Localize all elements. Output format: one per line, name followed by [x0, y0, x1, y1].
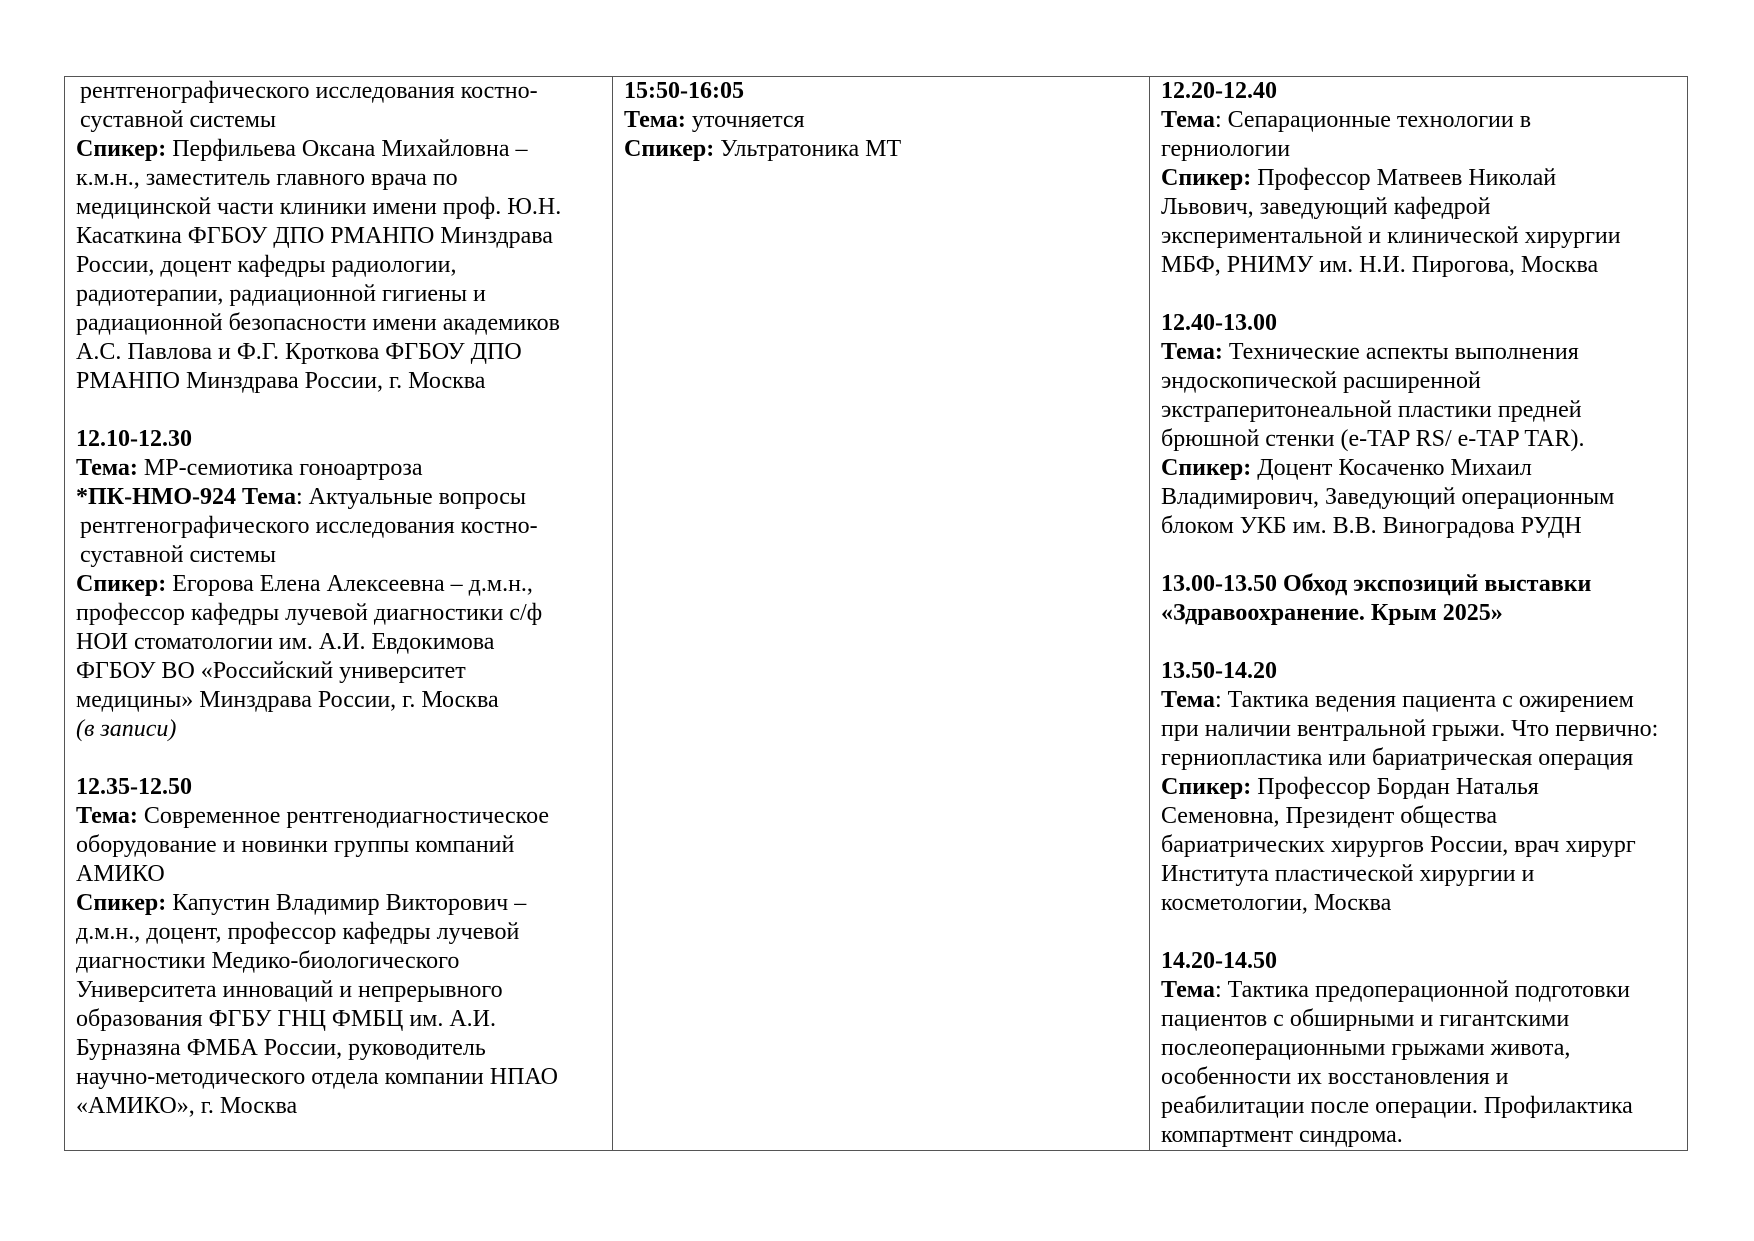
speaker-text: Ультратоника МТ [714, 136, 902, 162]
speaker-line: образования ФГБУ ГНЦ ФМБЦ им. А.И. [76, 1006, 497, 1032]
theme-text: : Сепарационные технологии в [1214, 107, 1532, 133]
theme-line: оборудование и новинки группы компаний [76, 832, 515, 858]
theme-text: : Тактика ведения пациента с ожирением [1214, 687, 1634, 713]
speaker-line: НОИ стоматологии им. А.И. Евдокимова [76, 629, 495, 655]
speaker-line: диагностики Медико-биологического [76, 948, 460, 974]
speaker-line: Владимирович, Заведующий операционным [1161, 484, 1615, 510]
session-time: 13.50-14.20 [1161, 658, 1277, 684]
speaker-line: Бурназяна ФМБА России, руководитель [76, 1035, 486, 1061]
nmo-code-text: : Актуальные вопросы [295, 484, 526, 510]
session-14-20 [1161, 947, 1679, 1150]
theme-line: особенности их восстановления и [1161, 1064, 1509, 1090]
theme-line: герниопластика или бариатрическая операция [1161, 745, 1634, 771]
speaker-label: Спикер: [76, 890, 167, 916]
theme-line: суставной системы [80, 542, 277, 568]
speaker-line: бариатрических хирургов России, врач хирург [1161, 832, 1636, 858]
speaker-line: косметологии, Москва [1161, 890, 1392, 916]
theme-line: послеоперационными грыжами живота, [1161, 1035, 1571, 1061]
session-13-50 [1161, 657, 1679, 918]
speaker-line: МБФ, РНИМУ им. Н.И. Пирогова, Москва [1161, 252, 1599, 278]
speaker-text: Доцент Косаченко Михаил [1251, 455, 1532, 481]
theme-line: АМИКО [76, 861, 165, 887]
session-time: 12.35-12.50 [76, 774, 192, 800]
speaker-line: России, доцент кафедры радиологии, [76, 252, 457, 278]
theme-line: экстраперитонеальной пластики предней [1161, 397, 1582, 423]
speaker-label: Спикер: [1161, 455, 1252, 481]
speaker-line: Семеновна, Президент общества [1161, 803, 1498, 829]
theme-label: Тема: [76, 803, 138, 829]
exhibition-line: «Здравоохранение. Крым 2025» [1161, 600, 1503, 626]
session-time: 14.20-14.50 [1161, 948, 1277, 974]
session-time: 12.20-12.40 [1161, 78, 1277, 104]
session-12-10 [76, 425, 604, 744]
theme-line: эндоскопической расширенной [1161, 368, 1481, 394]
speaker-label: Спикер: [1161, 774, 1252, 800]
speaker-line: к.м.н., заместитель главного врача по [76, 165, 458, 191]
theme-line: герниологии [1161, 136, 1291, 162]
speaker-label: Спикер: [1161, 165, 1252, 191]
theme-line: брюшной стенки (e-TAP RS/ e-TAP TAR). [1161, 426, 1585, 452]
program-row [65, 77, 1688, 1151]
speaker-line: научно-методического отдела компании НПАО [76, 1064, 558, 1090]
theme-text: МР-семиотика гоноартроза [137, 455, 423, 481]
theme-label: Тема [1161, 977, 1215, 1003]
speaker-line: экспериментальной и клинической хирургии [1161, 223, 1621, 249]
speaker-line: блоком УКБ им. В.В. Виноградова РУДН [1161, 513, 1582, 539]
speaker-line: Института пластической хирургии и [1161, 861, 1535, 887]
theme-label: Тема [1161, 107, 1215, 133]
nmo-code-label: *ПК-НМО-924 Тема [76, 484, 296, 510]
speaker-line: Львович, заведующий кафедрой [1161, 194, 1491, 220]
intro-topic-line: рентгенографического исследования костно- [80, 78, 538, 104]
theme-line: пациентов с обширными и гигантскими [1161, 1006, 1570, 1032]
speaker-line: д.м.н., доцент, профессор кафедры лучевой [76, 919, 520, 945]
intro-speaker [76, 135, 604, 396]
exhibition-line: 13.00-13.50 Обход экспозиций выставки [1161, 571, 1592, 597]
speaker-text: Профессор Матвеев Николай [1251, 165, 1557, 191]
program-table [64, 76, 1688, 1151]
theme-text: : Тактика предоперационной подготовки [1214, 977, 1631, 1003]
exhibition-break [1161, 570, 1679, 628]
theme-line: компартмент синдрома. [1161, 1122, 1403, 1148]
theme-label: Тема: [76, 455, 138, 481]
speaker-line: радиационной безопасности имени академиков [76, 310, 560, 336]
theme-line: рентгенографического исследования костно- [80, 513, 538, 539]
speaker-line: ФГБОУ ВО «Российский университет [76, 658, 466, 684]
speaker-line: радиотерапии, радиационной гигиены и [76, 281, 486, 307]
theme-line: при наличии вентральной грыжи. Что первично: [1161, 716, 1659, 742]
speaker-line: медицины» Минздрава России, г. Москва [76, 687, 499, 713]
speaker-line: медицинской части клиники имени проф. Ю.Н. [76, 194, 562, 220]
speaker-line: А.С. Павлова и Ф.Г. Кроткова ФГБОУ ДПО [76, 339, 522, 365]
speaker-label: Спикер: [76, 571, 167, 597]
speaker-text: Капустин Владимир Викторович – [166, 890, 527, 916]
speaker-line: Касаткина ФГБОУ ДПО РМАНПО Минздрава [76, 223, 553, 249]
speaker-text: Перфильева Оксана Михайловна – [166, 136, 528, 162]
intro-session [76, 77, 604, 135]
speaker-label: Спикер: [624, 136, 715, 162]
column-1-cell [65, 77, 613, 1151]
session-12-20 [1161, 77, 1679, 280]
theme-label: Тема: [1161, 339, 1223, 365]
recording-note: (в записи) [76, 716, 177, 742]
column-3-cell [1150, 77, 1688, 1151]
theme-label: Тема: [624, 107, 686, 133]
speaker-text: Профессор Бордан Наталья [1251, 774, 1539, 800]
speaker-line: профессор кафедры лучевой диагностики с/ф [76, 600, 543, 626]
session-time: 12.40-13.00 [1161, 310, 1277, 336]
session-15-50 [624, 77, 1141, 164]
speaker-text: Егорова Елена Алексеевна – д.м.н., [166, 571, 533, 597]
theme-text: Современное рентгенодиагностическое [137, 803, 550, 829]
speaker-line: Университета инноваций и непрерывного [76, 977, 503, 1003]
theme-line: реабилитации после операции. Профилактика [1161, 1093, 1633, 1119]
session-time: 15:50-16:05 [624, 78, 744, 104]
intro-topic-line: суставной системы [80, 107, 277, 133]
speaker-line: РМАНПО Минздрава России, г. Москва [76, 368, 486, 394]
theme-text: уточняется [685, 107, 805, 133]
speaker-label: Спикер: [76, 136, 167, 162]
speaker-line: «АМИКО», г. Москва [76, 1093, 298, 1119]
theme-label: Тема [1161, 687, 1215, 713]
session-time: 12.10-12.30 [76, 426, 192, 452]
theme-text: Технические аспекты выполнения [1222, 339, 1579, 365]
column-2-cell [613, 77, 1150, 1151]
session-12-35 [76, 773, 604, 1121]
session-12-40 [1161, 309, 1679, 541]
